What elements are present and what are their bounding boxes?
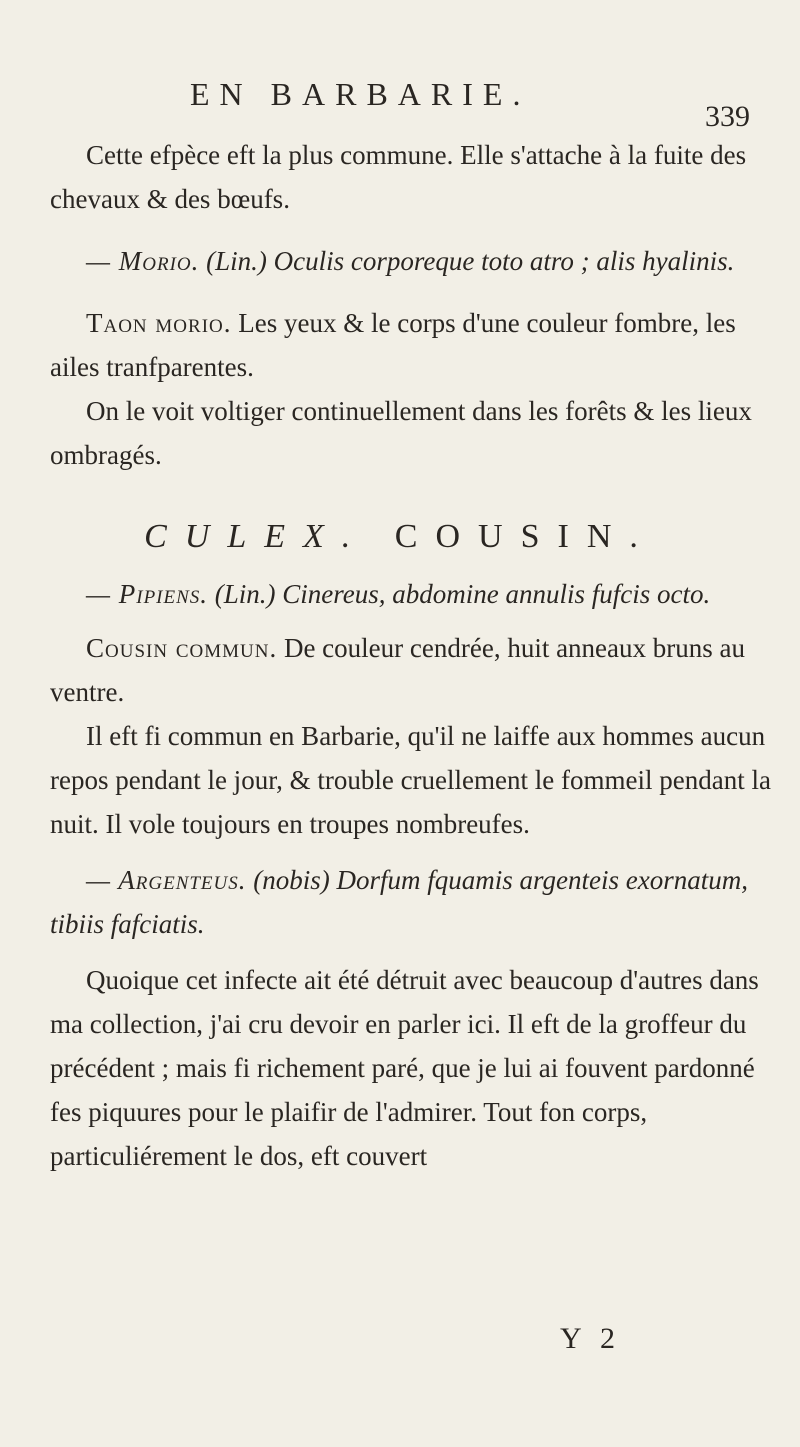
section-latin: CULEX. xyxy=(144,518,369,555)
section-heading xyxy=(0,518,800,556)
text-block-top xyxy=(50,133,790,477)
section-french: COUSIN. xyxy=(394,518,656,555)
species-name: — Argenteus. xyxy=(86,865,247,895)
species-name: — Morio. xyxy=(86,246,200,276)
species-text: Les yeux & le corps d'une couleur fombre, les ailes tranfparentes. xyxy=(50,308,736,382)
species-description: (Lin.) Oculis corporeque toto atro ; alis hyalinis. xyxy=(206,246,735,276)
signature-mark: Y 2 xyxy=(560,1322,622,1355)
species-description: (Lin.) Cinereus, abdomine annulis fufcis octo. xyxy=(214,579,711,609)
species-description: (nobis) Dorfum fquamis argenteis exornatum, tibiis fafciatis. xyxy=(50,865,748,939)
page-number: 339 xyxy=(705,100,750,133)
paragraph-cousin-commun xyxy=(50,626,790,714)
paragraph-argenteus-latin xyxy=(50,858,790,946)
common-name: Taon morio. xyxy=(86,308,232,338)
paragraph-argenteus-text: Quoique cet infecte ait été détruit avec beaucoup d'autres dans ma collection, j'ai cru devoir en parler ici. Il eft de la groffeur du précédent ; mais fi richement paré, que je lui ai fouvent pardonné fes piquures pour le plaifir de l'admirer. Tout fon corps, particuliérement le dos, eft couvert xyxy=(50,965,759,1171)
paragraph-taon-morio xyxy=(50,301,790,389)
running-title: EN BARBARIE. xyxy=(190,76,531,112)
paragraph-horse-flies: Cette efpèce eft la plus commune. Elle s'attache à la fuite des chevaux & des bœufs. xyxy=(50,140,747,214)
paragraph-habitat: On le voit voltiger continuellement dans les forêts & les lieux ombragés. xyxy=(50,396,752,470)
species-name: — Pipiens. xyxy=(86,579,209,609)
paragraph-pipiens-latin xyxy=(50,572,790,616)
text-block-culex xyxy=(50,572,790,1178)
paragraph-morio-latin xyxy=(50,239,790,283)
paragraph-barbarie: Il eft fi commun en Barbarie, qu'il ne laiffe aux hommes aucun repos pendant le jour, & trouble cruellement le fommeil pendant la nuit. Il vole toujours en troupes nombreufes. xyxy=(50,721,771,839)
common-name: Cousin commun. xyxy=(86,633,278,663)
page-header xyxy=(0,72,800,132)
species-text: De couleur cendrée, huit anneaux bruns au ventre. xyxy=(50,633,746,707)
